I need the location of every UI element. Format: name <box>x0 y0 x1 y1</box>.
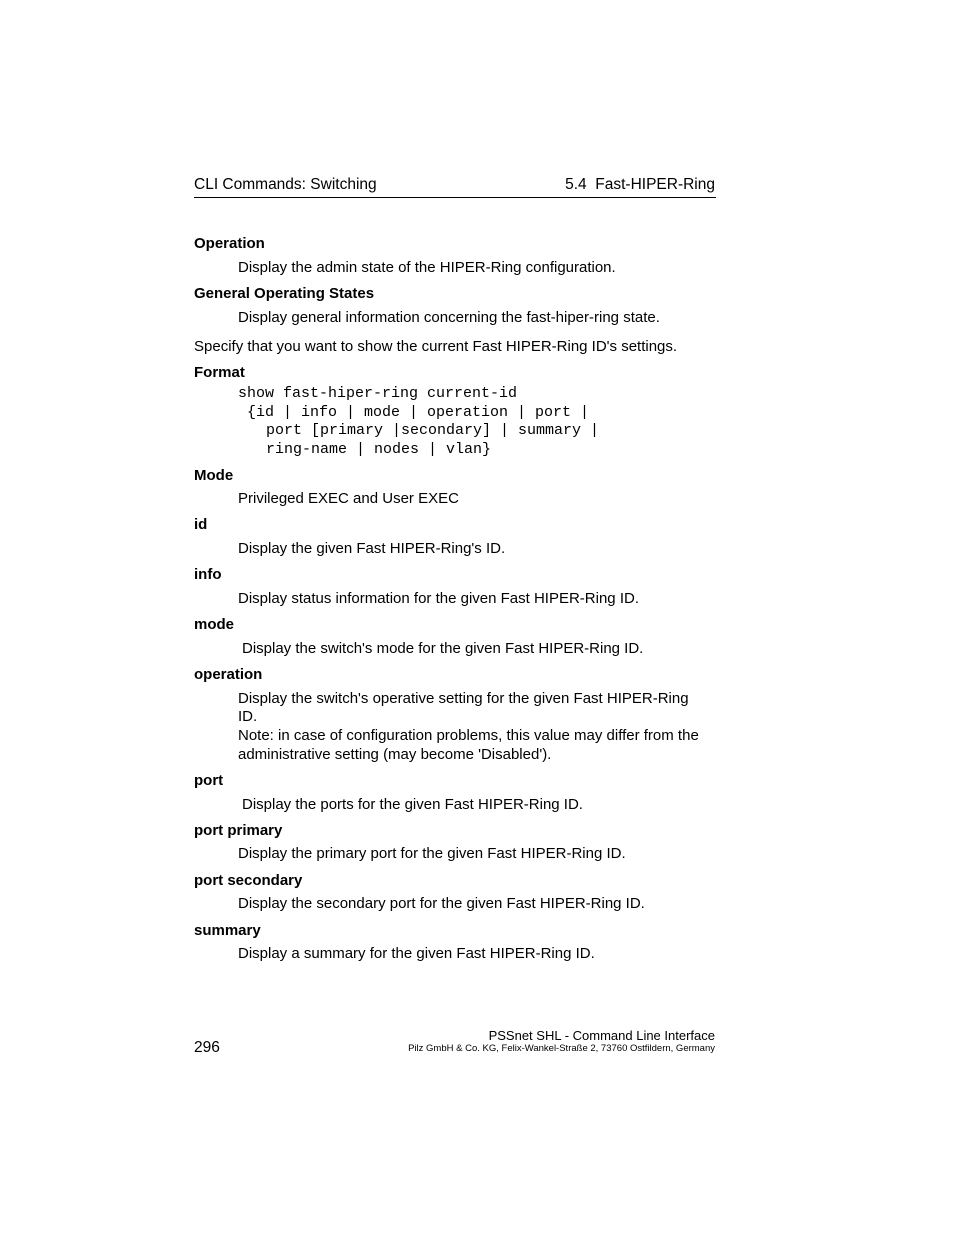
intro-paragraph: Specify that you want to show the current Fast HIPER-Ring ID's settings. <box>194 338 678 355</box>
desc-port-primary: Display the primary port for the given Fast HIPER-Ring ID. <box>238 845 626 862</box>
format-code-line: ring-name | nodes | vlan} <box>257 441 492 458</box>
term-format: Format <box>194 364 245 381</box>
term-info: info <box>194 566 222 583</box>
desc-mode-param: Display the switch's mode for the given Fast HIPER-Ring ID. <box>242 640 644 657</box>
desc-info: Display status information for the given Fast HIPER-Ring ID. <box>238 590 639 607</box>
header-divider <box>194 197 716 198</box>
desc-operation-param-line: Display the switch's operative setting for the given Fast HIPER-Ring <box>238 690 689 707</box>
term-port: port <box>194 772 224 789</box>
footer-publisher-address: Pilz GmbH & Co. KG, Felix-Wankel-Straße 2, 73760 Ostfildern, Germany <box>408 1043 715 1054</box>
desc-mode: Privileged EXEC and User EXEC <box>238 490 459 507</box>
footer-document-title: PSSnet SHL - Command Line Interface <box>488 1028 715 1043</box>
term-id: id <box>194 516 208 533</box>
desc-operation-param-line: administrative setting (may become 'Disabled'). <box>238 746 552 763</box>
desc-summary: Display a summary for the given Fast HIPER-Ring ID. <box>238 945 595 962</box>
running-header-section: 5.4 Fast-HIPER-Ring <box>565 176 715 193</box>
term-port-secondary: port secondary <box>194 872 303 889</box>
running-header-chapter: CLI Commands: Switching <box>194 176 377 193</box>
term-mode: Mode <box>194 467 234 484</box>
term-general-operating-states: General Operating States <box>194 285 375 302</box>
page-number: 296 <box>194 1039 220 1056</box>
desc-operation-param-line: ID. <box>238 708 258 725</box>
format-code-line: port [primary |secondary] | summary | <box>257 422 600 439</box>
term-mode-param: mode <box>194 616 235 633</box>
desc-port-secondary: Display the secondary port for the given Fast HIPER-Ring ID. <box>238 895 645 912</box>
term-operation-param: operation <box>194 666 263 683</box>
desc-operation: Display the admin state of the HIPER-Ring configuration. <box>238 259 616 276</box>
desc-general-operating-states: Display general information concerning the fast-hiper-ring state. <box>238 309 660 326</box>
desc-id: Display the given Fast HIPER-Ring's ID. <box>238 540 506 557</box>
format-code-line: {id | info | mode | operation | port | <box>238 404 590 421</box>
format-code-line: show fast-hiper-ring current-id <box>238 385 518 402</box>
desc-operation-param-line: Note: in case of configuration problems, this value may differ from the <box>238 727 699 744</box>
term-port-primary: port primary <box>194 822 283 839</box>
desc-port: Display the ports for the given Fast HIPER-Ring ID. <box>242 796 583 813</box>
term-operation: Operation <box>194 235 265 252</box>
term-summary: summary <box>194 922 261 939</box>
